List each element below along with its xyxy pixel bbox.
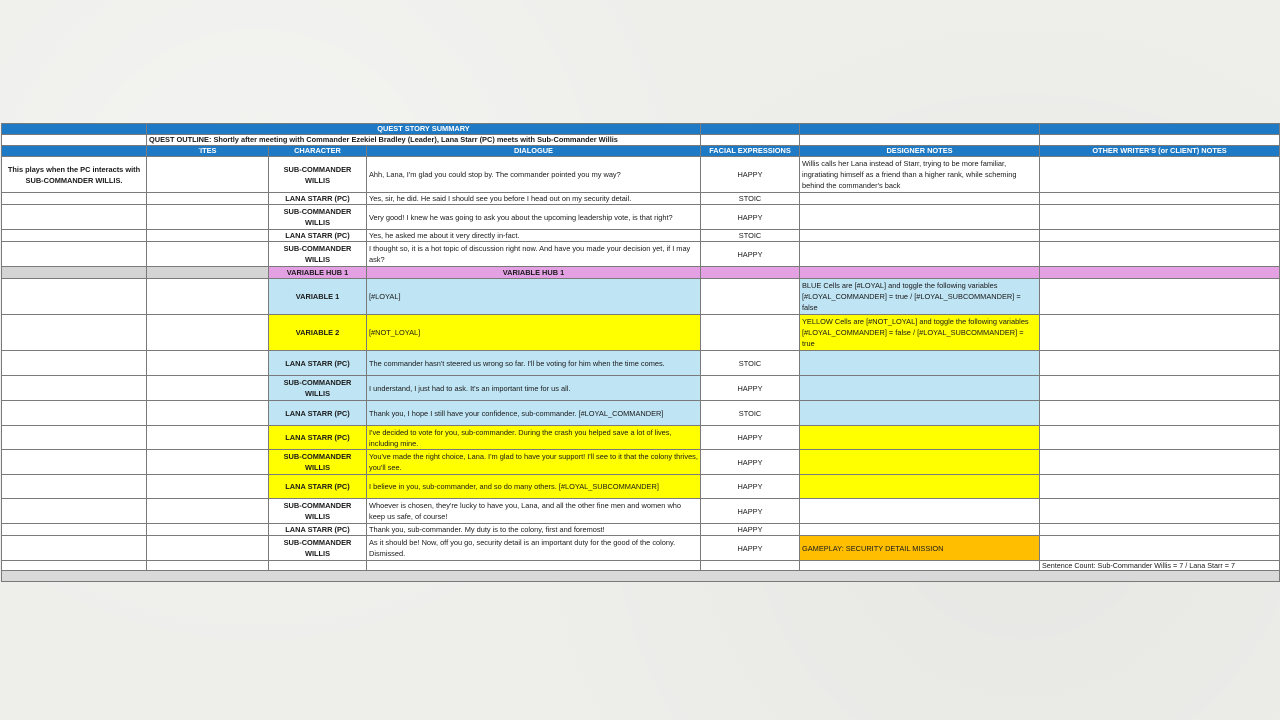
dialogue-cell: Thank you, sub-commander. My duty is to the colony, first and foremost! bbox=[367, 524, 701, 536]
cell bbox=[147, 157, 269, 193]
cell bbox=[1040, 267, 1280, 279]
cell bbox=[2, 426, 147, 450]
cell bbox=[2, 499, 147, 524]
character-cell: SUB-COMMANDER WILLIS bbox=[269, 450, 367, 475]
cell bbox=[147, 193, 269, 205]
character-cell: SUB-COMMANDER WILLIS bbox=[269, 205, 367, 230]
cell bbox=[1040, 135, 1280, 146]
table-row bbox=[2, 376, 1280, 401]
cell bbox=[147, 376, 269, 401]
cell bbox=[147, 561, 269, 571]
cell bbox=[147, 242, 269, 267]
cell bbox=[800, 376, 1040, 401]
cell bbox=[2, 242, 147, 267]
cell bbox=[800, 193, 1040, 205]
cell bbox=[147, 279, 269, 315]
character-cell: VARIABLE 1 bbox=[269, 279, 367, 315]
dialogue-cell: I thought so, it is a hot topic of discussion right now. And have you made your decision yet, if I may ask? bbox=[367, 242, 701, 267]
cell bbox=[2, 230, 147, 242]
cell bbox=[800, 426, 1040, 450]
table-row bbox=[2, 315, 1280, 351]
facial-cell: HAPPY bbox=[701, 242, 800, 267]
character-cell: SUB-COMMANDER WILLIS bbox=[269, 536, 367, 561]
table-row bbox=[2, 475, 1280, 499]
cell bbox=[800, 499, 1040, 524]
character-cell: SUB-COMMANDER WILLIS bbox=[269, 499, 367, 524]
dialogue-cell: [#LOYAL] bbox=[367, 279, 701, 315]
cell bbox=[1040, 124, 1280, 135]
facial-cell: HAPPY bbox=[701, 499, 800, 524]
cell bbox=[2, 401, 147, 426]
outline-row bbox=[2, 135, 1280, 146]
designer-note-cell: BLUE Cells are [#LOYAL] and toggle the following variables [#LOYAL_COMMANDER] = true / [#LOYAL_SUBCOMMANDER] = false bbox=[800, 279, 1040, 315]
cell bbox=[800, 242, 1040, 267]
dialogue-cell: You've made the right choice, Lana. I'm glad to have your support! I'll see to it that the colony thrives, you'll see. bbox=[367, 450, 701, 475]
cell bbox=[1040, 450, 1280, 475]
column-header-row bbox=[2, 146, 1280, 157]
row-note: This plays when the PC interacts with SUB-COMMANDER WILLIS. bbox=[2, 157, 147, 193]
dialogue-cell: [#NOT_LOYAL] bbox=[367, 315, 701, 351]
character-cell: LANA STARR (PC) bbox=[269, 230, 367, 242]
character-cell: LANA STARR (PC) bbox=[269, 401, 367, 426]
cell bbox=[2, 124, 147, 135]
character-cell: LANA STARR (PC) bbox=[269, 475, 367, 499]
cell bbox=[2, 561, 147, 571]
cell bbox=[2, 475, 147, 499]
facial-cell: STOIC bbox=[701, 230, 800, 242]
facial-cell: HAPPY bbox=[701, 426, 800, 450]
table-row bbox=[2, 536, 1280, 561]
dialogue-cell: Thank you, I hope I still have your confidence, sub-commander. [#LOYAL_COMMANDER] bbox=[367, 401, 701, 426]
cell bbox=[1040, 205, 1280, 230]
table-row bbox=[2, 242, 1280, 267]
title-row bbox=[2, 124, 1280, 135]
header-facial-expressions: FACIAL EXPRESSIONS bbox=[701, 146, 800, 157]
cell bbox=[1040, 376, 1280, 401]
cell bbox=[147, 230, 269, 242]
cell bbox=[147, 315, 269, 351]
cell bbox=[2, 351, 147, 376]
cell bbox=[147, 267, 269, 279]
cell bbox=[147, 401, 269, 426]
cell bbox=[1040, 193, 1280, 205]
quest-dialogue-spreadsheet bbox=[1, 123, 1280, 582]
quest-story-summary-title: QUEST STORY SUMMARY bbox=[147, 124, 701, 135]
cell bbox=[147, 475, 269, 499]
cell bbox=[2, 571, 1280, 582]
dialogue-cell: As it should be! Now, off you go, security detail is an important duty for the good of the colony. Dismissed. bbox=[367, 536, 701, 561]
header-notes: ΊTES bbox=[147, 146, 269, 157]
sentence-count: Sentence Count: Sub-Commander Willis = 7 / Lana Starr = 7 bbox=[1040, 561, 1280, 571]
dialogue-cell: Yes, he asked me about it very directly in-fact. bbox=[367, 230, 701, 242]
table-row bbox=[2, 426, 1280, 450]
header-dialogue: DIALOGUE bbox=[367, 146, 701, 157]
gameplay-note-cell: GAMEPLAY: SECURITY DETAIL MISSION bbox=[800, 536, 1040, 561]
cell bbox=[1040, 524, 1280, 536]
cell bbox=[701, 124, 800, 135]
cell bbox=[1040, 401, 1280, 426]
cell bbox=[147, 524, 269, 536]
dialogue-cell: I believe in you, sub-commander, and so do many others. [#LOYAL_SUBCOMMANDER] bbox=[367, 475, 701, 499]
table-row bbox=[2, 157, 1280, 193]
cell bbox=[1040, 230, 1280, 242]
facial-cell: STOIC bbox=[701, 351, 800, 376]
facial-cell: STOIC bbox=[701, 193, 800, 205]
cell bbox=[2, 146, 147, 157]
table-row bbox=[2, 279, 1280, 315]
cell bbox=[2, 536, 147, 561]
character-cell: LANA STARR (PC) bbox=[269, 426, 367, 450]
facial-cell: HAPPY bbox=[701, 450, 800, 475]
cell bbox=[2, 524, 147, 536]
header-other-notes: OTHER WRITER'S (or CLIENT) NOTES bbox=[1040, 146, 1280, 157]
facial-cell: HAPPY bbox=[701, 475, 800, 499]
sentence-count-row bbox=[2, 561, 1280, 571]
character-cell: LANA STARR (PC) bbox=[269, 524, 367, 536]
quest-outline: QUEST OUTLINE: Shortly after meeting with Commander Ezekiel Bradley (Leader), Lana Starr (PC) meets with Sub-Commander Willis bbox=[147, 135, 701, 146]
dialogue-cell: VARIABLE HUB 1 bbox=[367, 267, 701, 279]
facial-cell: HAPPY bbox=[701, 536, 800, 561]
cell bbox=[147, 426, 269, 450]
dialogue-cell: Whoever is chosen, they're lucky to have you, Lana, and all the other fine men and women who keep us safe, of course! bbox=[367, 499, 701, 524]
character-cell: SUB-COMMANDER WILLIS bbox=[269, 242, 367, 267]
cell bbox=[800, 135, 1040, 146]
table-row bbox=[2, 401, 1280, 426]
variable-hub-row bbox=[2, 267, 1280, 279]
table-row bbox=[2, 524, 1280, 536]
cell bbox=[147, 499, 269, 524]
facial-cell: HAPPY bbox=[701, 157, 800, 193]
character-cell: LANA STARR (PC) bbox=[269, 193, 367, 205]
cell bbox=[1040, 351, 1280, 376]
dialogue-cell: Ahh, Lana, I'm glad you could stop by. The commander pointed you my way? bbox=[367, 157, 701, 193]
cell bbox=[701, 267, 800, 279]
cell bbox=[1040, 242, 1280, 267]
table-row bbox=[2, 205, 1280, 230]
cell bbox=[800, 475, 1040, 499]
table-row bbox=[2, 230, 1280, 242]
cell bbox=[269, 561, 367, 571]
facial-cell: HAPPY bbox=[701, 205, 800, 230]
character-cell: VARIABLE HUB 1 bbox=[269, 267, 367, 279]
cell bbox=[1040, 315, 1280, 351]
cell bbox=[800, 401, 1040, 426]
cell bbox=[2, 315, 147, 351]
cell bbox=[147, 450, 269, 475]
cell bbox=[2, 193, 147, 205]
facial-cell: STOIC bbox=[701, 401, 800, 426]
cell bbox=[1040, 499, 1280, 524]
character-cell: SUB-COMMANDER WILLIS bbox=[269, 157, 367, 193]
cell bbox=[1040, 426, 1280, 450]
table-row bbox=[2, 351, 1280, 376]
cell bbox=[800, 230, 1040, 242]
cell bbox=[701, 135, 800, 146]
cell bbox=[2, 205, 147, 230]
dialogue-cell: Very good! I knew he was going to ask you about the upcoming leadership vote, is that right? bbox=[367, 205, 701, 230]
header-character: CHARACTER bbox=[269, 146, 367, 157]
cell bbox=[147, 351, 269, 376]
cell bbox=[800, 124, 1040, 135]
table-row bbox=[2, 193, 1280, 205]
dialogue-cell: Yes, sir, he did. He said I should see you before I head out on my security detail. bbox=[367, 193, 701, 205]
bottom-gray-row bbox=[2, 571, 1280, 582]
cell bbox=[800, 351, 1040, 376]
cell bbox=[147, 536, 269, 561]
character-cell: VARIABLE 2 bbox=[269, 315, 367, 351]
cell bbox=[2, 135, 147, 146]
cell bbox=[2, 450, 147, 475]
cell bbox=[1040, 475, 1280, 499]
cell bbox=[2, 267, 147, 279]
cell bbox=[800, 561, 1040, 571]
cell bbox=[800, 524, 1040, 536]
dialogue-cell: I've decided to vote for you, sub-commander. During the crash you helped save a lot of lives, including mine. bbox=[367, 426, 701, 450]
cell bbox=[367, 561, 701, 571]
designer-note-cell: Willis calls her Lana instead of Starr, trying to be more familiar, ingratiating himself as a friend than a higher rank, while scheming behind the commander's back bbox=[800, 157, 1040, 193]
cell bbox=[2, 279, 147, 315]
table-row bbox=[2, 450, 1280, 475]
facial-cell: HAPPY bbox=[701, 376, 800, 401]
facial-cell: HAPPY bbox=[701, 524, 800, 536]
header-designer-notes: DESIGNER NOTES bbox=[800, 146, 1040, 157]
cell bbox=[2, 376, 147, 401]
table-row bbox=[2, 499, 1280, 524]
cell bbox=[701, 315, 800, 351]
character-cell: LANA STARR (PC) bbox=[269, 351, 367, 376]
cell bbox=[1040, 157, 1280, 193]
dialogue-cell: I understand, I just had to ask. It's an important time for us all. bbox=[367, 376, 701, 401]
cell bbox=[701, 279, 800, 315]
dialogue-cell: The commander hasn't steered us wrong so far. I'll be voting for him when the time comes. bbox=[367, 351, 701, 376]
cell bbox=[701, 561, 800, 571]
cell bbox=[1040, 279, 1280, 315]
cell bbox=[800, 205, 1040, 230]
designer-note-cell: YELLOW Cells are [#NOT_LOYAL] and toggle the following variables [#LOYAL_COMMANDER] = false / [#LOYAL_SUBCOMMANDER] = true bbox=[800, 315, 1040, 351]
cell bbox=[800, 267, 1040, 279]
cell bbox=[800, 450, 1040, 475]
character-cell: SUB-COMMANDER WILLIS bbox=[269, 376, 367, 401]
cell bbox=[1040, 536, 1280, 561]
cell bbox=[147, 205, 269, 230]
